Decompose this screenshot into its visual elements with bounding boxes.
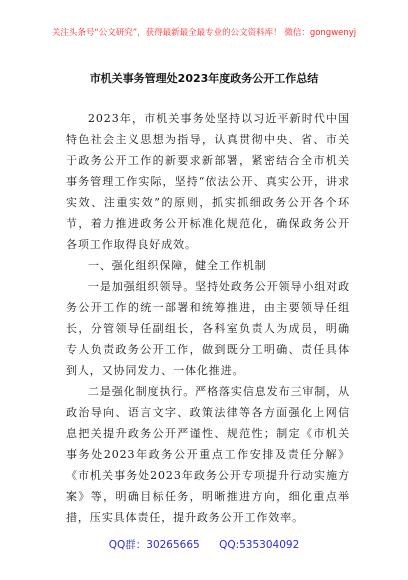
intro-paragraph: 2023年，市机关事务处坚持以习近平新时代中国特色社会主义思想为指导，认真贯彻中央、省、市关于政务公开工作的新要求新部署，紧密结合全市机关事务管理工作实际，坚持“依法公开、真实公开，讲求实效、注重实效”的原则，抓实抓细政务公开各个环节，着力推进政务公开标准化规范化，确保政务公开各项工作取得良好成效。	[66, 112, 350, 251]
document-title: 市机关事务管理处2023年度政务公开工作总结	[89, 72, 319, 85]
footer-contact	[0, 537, 408, 552]
qq-group-label: QQ群：30265665	[108, 539, 200, 551]
promo-banner: 关注头条号“公文研究”，获得最新最全最专业的公文资料库！ 微信：gongwenyj	[51, 28, 357, 38]
qq-contact-label: QQ:535304092	[219, 539, 300, 551]
document-body	[66, 108, 350, 528]
body-paragraph-1: 一是加强组织领导。坚持处政务公开领导小组对政务公开工作的统一部署和统筹推进，由主要领导任组长，分管领导任副组长，各科室负责人为成员，明确专人负责政务公开工作，做到既分工明确、责任具体到人，又协同发力、一体化推进。	[66, 280, 350, 377]
section-heading: 一、强化组织保障，健全工作机制	[88, 259, 267, 272]
body-paragraph-2: 二是强化制度执行。严格落实信息发布三审制，从政治导向、语言文字、政策法律等各方面强化上网信息把关提升政务公开严谨性、规范性；制定《市机关事务处2023年政务公开重点工作安排及责任分解》《市机关事务处2023年政务公开专项提升行动实施方案》等，明确目标任务，明晰推进方向，细化重点举措，压实具体责任，提升政务公开工作效率。	[66, 385, 350, 524]
